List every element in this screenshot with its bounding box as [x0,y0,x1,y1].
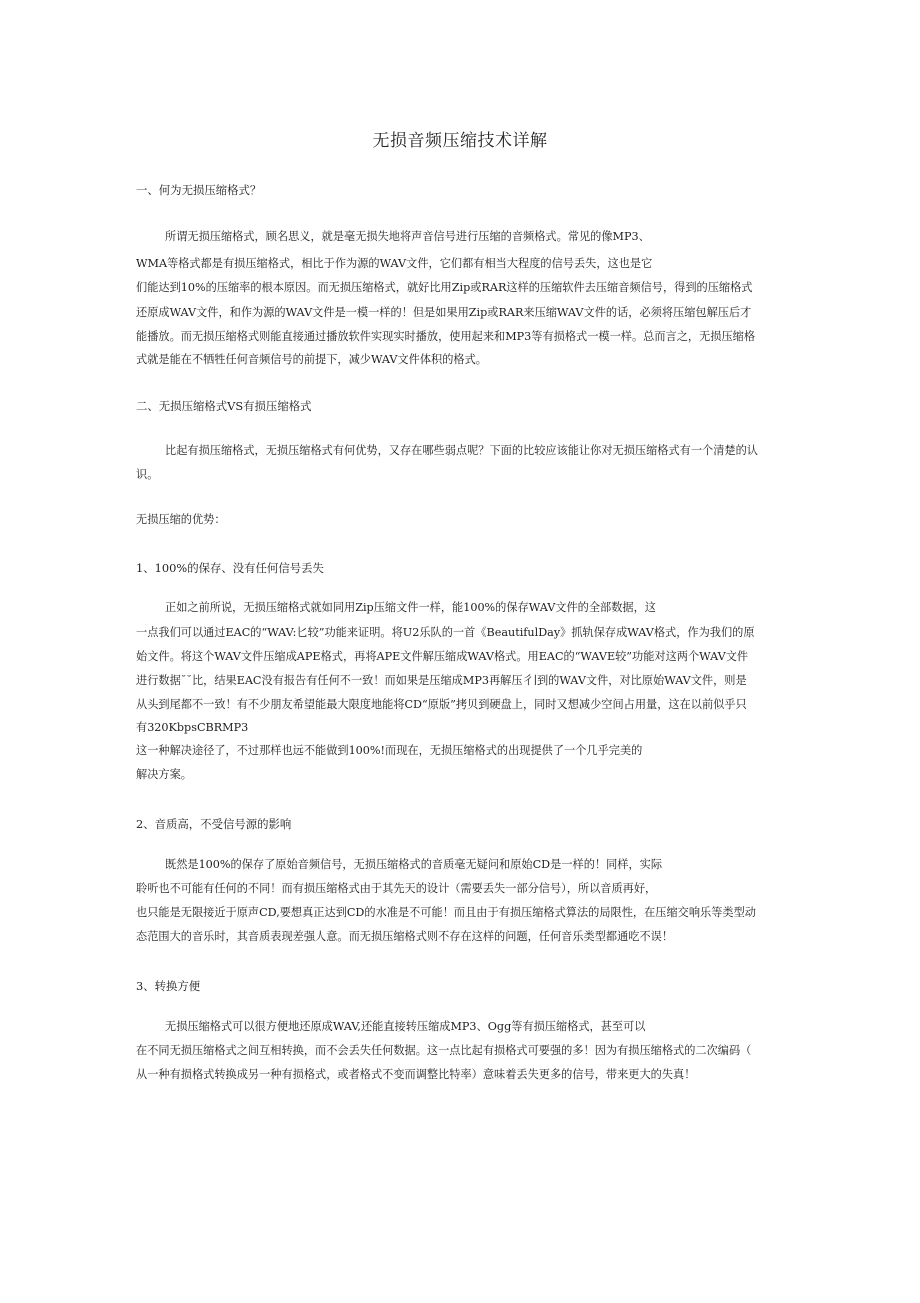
document-title: 无损音频压缩技术详解 [372,131,548,151]
point-2-heading: 2、音质高，不受信号源的影响 [136,817,292,831]
section-2-line: 识。 [136,468,159,481]
point-2-line: 既然是100%的保存了原始音频信号，无损压缩格式的音质毫无疑问和原始CD是一样的！同样，实际 [165,858,663,871]
point-1-line: 始文件。将这个WAV文件压缩成APE格式，再将APE文件解压缩成WAV格式。用EAC的“WAVE较”功能对这两个WAV文件 [136,650,749,663]
point-2-line: 聆听也不可能有任何的不同！而有损压缩格式由于其先天的设计（需要丢失一部分信号），所以音质再好， [136,882,657,895]
point-1-line: 解决方案。 [136,768,192,781]
section-1-line: 能播放。而无损压缩格式则能直接通过播放软件实现实时播放，使用起来和MP3等有损格式一模一样。总而言之，无损压缩格 [136,330,756,343]
section-1-line: 式就是能在不牺牲任何音频信号的前提下，减少WAV文件体积的格式。 [136,353,487,366]
point-1-line: 正如之前所说，无损压缩格式就如同用Zip压缩文件一样，能100%的保存WAV文件的全部数据，这 [165,601,656,614]
section-1-line: 们能达到10%的压缩率的根本原因。而无损压缩格式，就好比用Zip或RAR这样的压缩软件去压缩音频信号，得到的压缩格式 [136,281,753,294]
point-1-line: 这一种解决途径了，不过那样也远不能做到100%!而现在，无损压缩格式的出现提供了一个几乎完美的 [136,744,643,757]
section-1-line: 还原成WAV文件，和作为源的WAV文件是一模一样的！但是如果用Zip或RAR来压缩WAV文件的话，必须将压缩包解压后才 [136,306,752,319]
section-2-line: 比起有损压缩格式，无损压缩格式有何优势，又存在哪些弱点呢？下面的比较应该能让你对无损压缩格式有一个清楚的认 [165,444,758,457]
advantages-label: 无损压缩的优势： [136,513,226,526]
point-1-line: 进行数据˘˘比，结果EAC没有报告有任何不一致！而如果是压缩成MP3再解压彳∣到的WAV文件，对比原始WAV文件，则是 [136,674,747,687]
point-2-line: 态范围大的音乐时，其音质表现差强人意。而无损压缩格式则不存在这样的问题，任何音乐类型都通吃不误！ [136,930,674,943]
point-3-line: 在不同无损压缩格式之间互相转换，而不会丢失任何数据。这一点比起有损格式可要强的多！因为有损压缩格式的二次编码（ [136,1044,752,1057]
section-1-heading: 一、何为无损压缩格式？ [136,183,262,197]
point-1-line: 一点我们可以通过EAC的“WAV:匕较”功能来证明。将U2乐队的一首《BeautifulDay》抓轨保存成WAV格式，作为我们的原 [136,626,755,639]
section-2-heading: 二、无损压缩格式VS有损压缩格式 [136,399,312,413]
point-1-line: 从头到尾都不一致！有不少朋友希望能最大限度地能将CD“原版”拷贝到硬盘上，同时又想减少空间占用量，这在以前似乎只 [136,698,747,711]
section-1-line: WMA等格式都是有损压缩格式，相比于作为源的WAV文件，它们都有相当大程度的信号丢失，这也是它 [136,257,653,270]
point-3-line: 无损压缩格式可以很方便地还原成WAV,还能直接转压缩成MP3、Ogg等有损压缩格式，甚至可以 [165,1020,646,1033]
point-1-heading: 1、100%的保存、没有任何信号丢失 [136,561,324,575]
point-1-line: 有320KbpsCBRMP3 [136,721,249,734]
section-1-line: 所谓无损压缩格式，顾名思义，就是毫无损失地将声音信号进行压缩的音频格式。常见的像MP3、 [165,230,650,243]
point-3-heading: 3、转换方便 [136,979,201,993]
point-3-line: 从一种有损格式转换成另一种有损格式，或者格式不变而调整比特率）意味着丢失更多的信号，带来更大的失真！ [136,1068,696,1081]
point-2-line: 也只能是无限接近于原声CD,要想真正达到CD的水准是不可能！而且由于有损压缩格式算法的局限性，在压缩交响乐等类型动 [136,906,756,919]
